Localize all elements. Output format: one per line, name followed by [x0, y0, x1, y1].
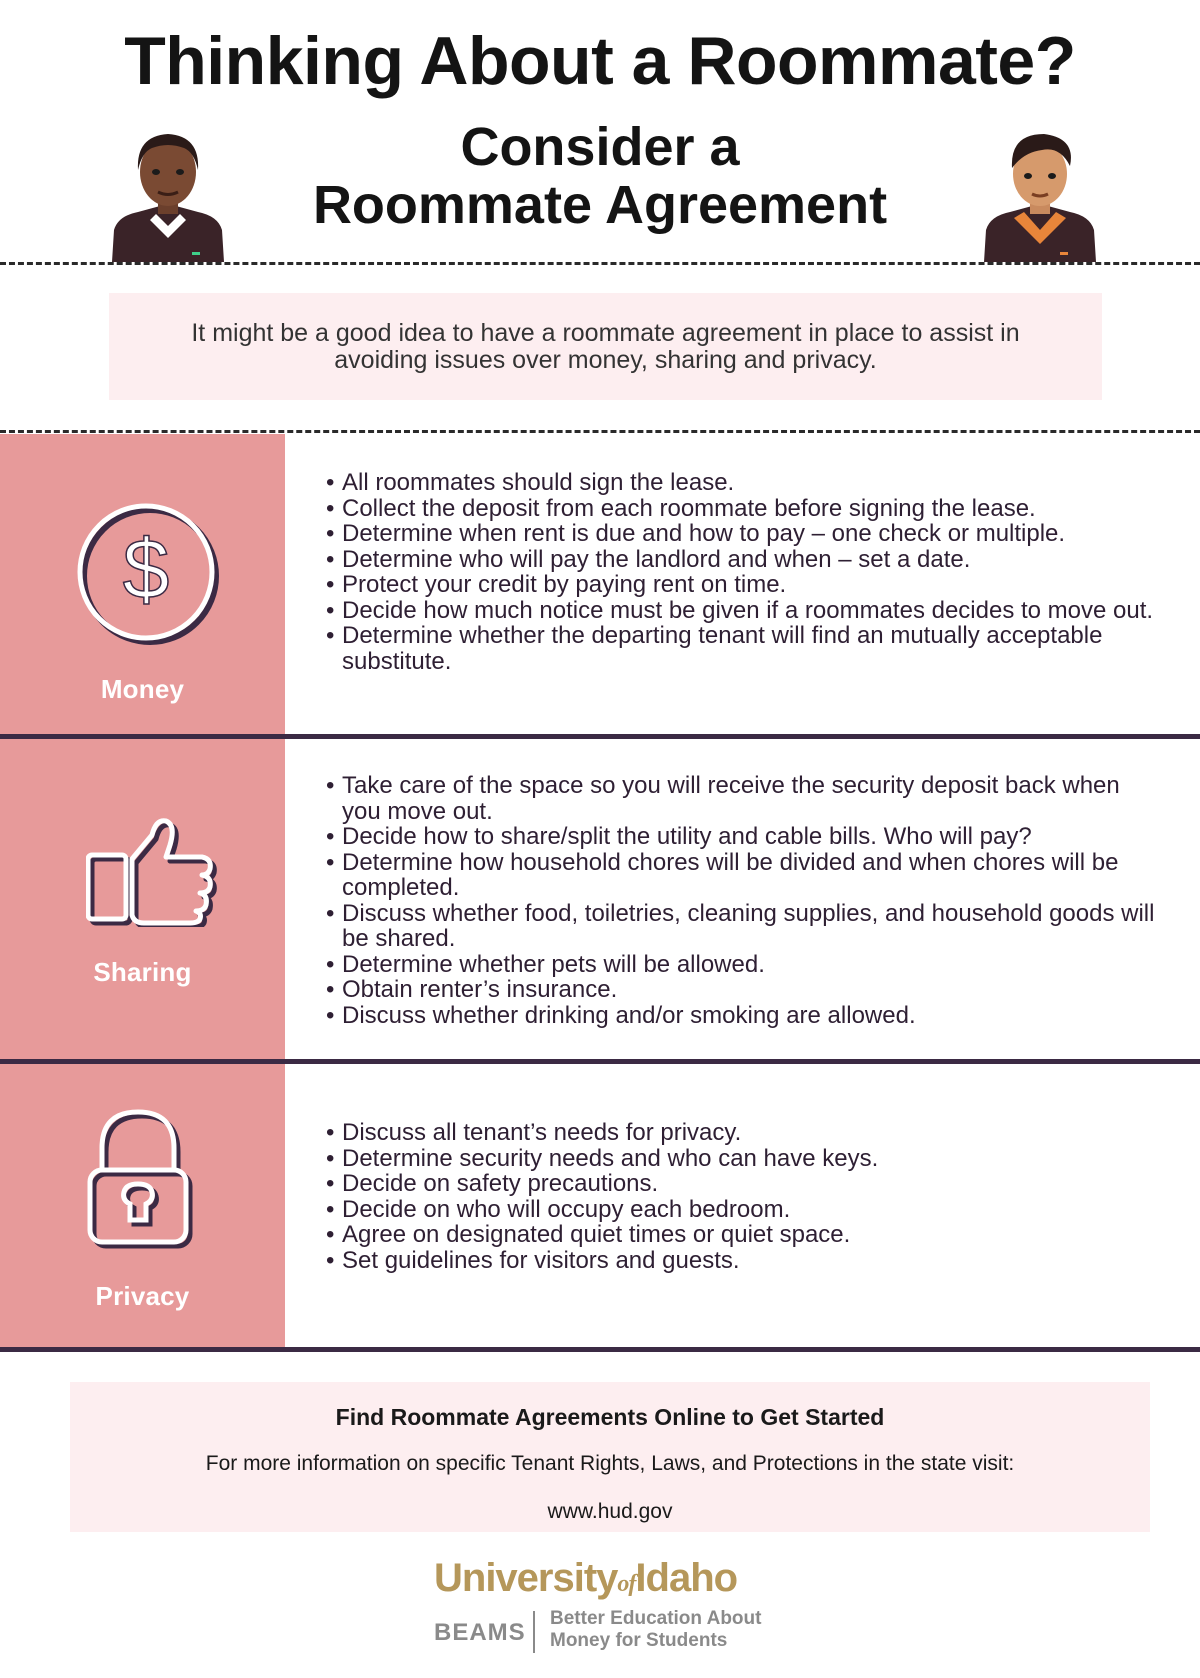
- list-item: • Determine whether the departing tenant will find an mutually acceptable substitute.: [320, 623, 1160, 674]
- section-sharing: [0, 739, 1200, 1059]
- privacy-list: [320, 1120, 1160, 1273]
- padlock-icon: [86, 1108, 202, 1252]
- cta-text: For more information on specific Tenant Rights, Laws, and Protections in the state visit:: [205, 1452, 1015, 1475]
- logo-separator: [533, 1611, 535, 1653]
- section-divider: [0, 1347, 1200, 1352]
- dashed-divider-top: [0, 262, 1200, 265]
- roommate-avatar-right-icon: [980, 130, 1100, 262]
- tagline-line-1: Better Education About: [550, 1608, 762, 1629]
- university-logo: [434, 1556, 737, 1601]
- money-list: [320, 470, 1160, 674]
- list-item: • Take care of the space so you will receive the security deposit back when you move out.: [320, 773, 1160, 824]
- list-item: • Protect your credit by paying rent on time.: [320, 572, 1160, 598]
- svg-text:$: $: [122, 522, 170, 616]
- section-money-label: Money: [100, 674, 185, 704]
- list-item: • Discuss all tenant’s needs for privacy.: [320, 1120, 1160, 1146]
- cta-heading: Find Roommate Agreements Online to Get Started: [335, 1404, 885, 1430]
- list-item: • Determine who will pay the landlord and when – set a date.: [320, 547, 1160, 573]
- list-item: • Determine how household chores will be divided and when chores will be completed.: [320, 850, 1160, 901]
- subtitle-line-1: Consider a: [460, 117, 740, 177]
- beams-logo: BEAMS: [434, 1619, 526, 1646]
- list-item: • Determine security needs and who can have keys.: [320, 1146, 1160, 1172]
- page-title: Thinking About a Roommate?: [124, 23, 1076, 99]
- section-sharing-label: Sharing: [93, 957, 192, 987]
- logo-idaho-word: Idaho: [635, 1556, 738, 1600]
- list-item: • All roommates should sign the lease.: [320, 470, 1160, 496]
- list-item: • Set guidelines for visitors and guests.: [320, 1248, 1160, 1274]
- dollar-circle-icon: [76, 502, 220, 646]
- list-item: • Agree on designated quiet times or quiet space.: [320, 1222, 1160, 1248]
- section-money: [0, 434, 1200, 734]
- section-privacy-label: Privacy: [95, 1281, 190, 1311]
- intro-box: [109, 293, 1102, 400]
- logo-university-word: University: [434, 1556, 618, 1600]
- page-subtitle: [280, 118, 920, 234]
- list-item: • Decide on who will occupy each bedroom.: [320, 1197, 1160, 1223]
- list-item: • Collect the deposit from each roommate before signing the lease.: [320, 496, 1160, 522]
- cta-url-link[interactable]: www.hud.gov: [547, 1500, 673, 1523]
- list-item: • Discuss whether drinking and/or smoking are allowed.: [320, 1003, 1160, 1029]
- cta-box: [70, 1382, 1150, 1532]
- intro-text: It might be a good idea to have a roommate agreement in place to assist in avoiding issues over money, sharing and privacy.: [191, 318, 1020, 374]
- list-item: • Obtain renter’s insurance.: [320, 977, 1160, 1003]
- tagline-line-2: Money for Students: [550, 1630, 728, 1651]
- logo-of-word: of: [617, 1571, 636, 1597]
- beams-tagline: [550, 1608, 761, 1652]
- section-privacy: [0, 1064, 1200, 1347]
- roommate-avatar-left-icon: [108, 130, 228, 262]
- list-item: • Determine when rent is due and how to pay – one check or multiple.: [320, 521, 1160, 547]
- list-item: • Decide how to share/split the utility and cable bills. Who will pay?: [320, 824, 1160, 850]
- list-item: • Decide how much notice must be given if a roommates decides to move out.: [320, 598, 1160, 624]
- list-item: • Determine whether pets will be allowed.: [320, 952, 1160, 978]
- sharing-list: [320, 773, 1160, 1028]
- thumbs-up-icon: [86, 815, 220, 927]
- list-item: • Decide on safety precautions.: [320, 1171, 1160, 1197]
- list-item: • Discuss whether food, toiletries, cleaning supplies, and household goods will be shared.: [320, 901, 1160, 952]
- subtitle-line-2: Roommate Agreement: [312, 175, 888, 235]
- dashed-divider-bottom: [0, 430, 1200, 433]
